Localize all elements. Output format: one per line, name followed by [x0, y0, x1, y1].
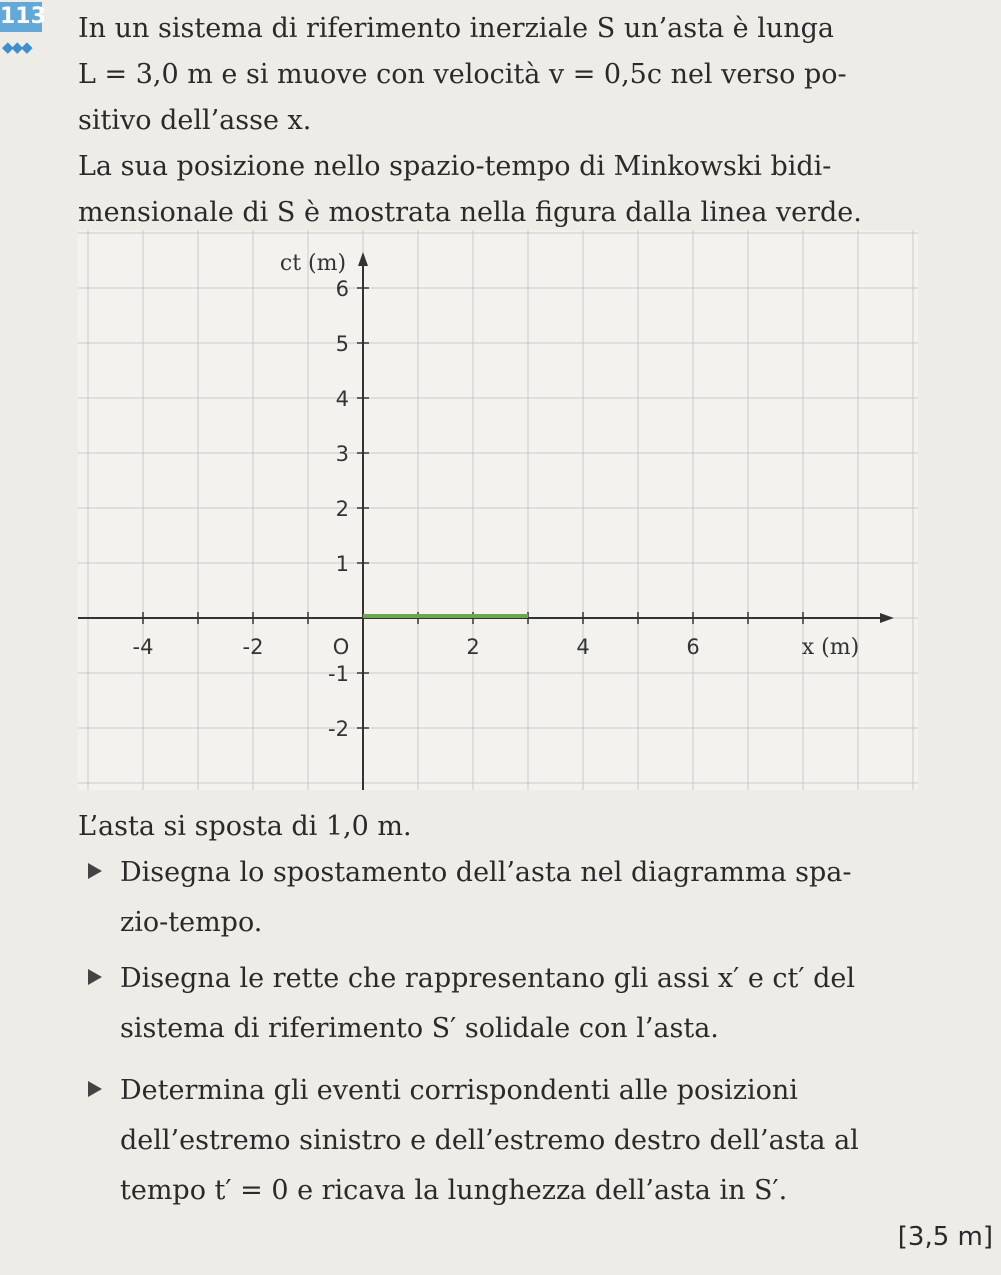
- y-tick-label: 2: [335, 497, 349, 521]
- y-tick-label: -2: [328, 717, 349, 741]
- task-3-line-2: dell’estremo sinistro e dell’estremo destro dell’asta al: [120, 1125, 859, 1156]
- bullet-arrow-icon: [88, 863, 102, 879]
- y-tick-label: 4: [335, 387, 349, 411]
- task-3-line-1: Determina gli eventi corrispondenti alle posizioni: [120, 1075, 798, 1106]
- task-3: [78, 1066, 978, 1216]
- task-2: [78, 954, 978, 1054]
- intro-text: [78, 6, 918, 236]
- task-1-line-1: Disegna lo spostamento dell’asta nel diagramma spa-: [120, 857, 852, 888]
- x-tick-label: 4: [576, 635, 590, 659]
- task-2-line-2: sistema di riferimento S′ solidale con l’asta.: [120, 1013, 719, 1044]
- y-tick-label: 1: [335, 552, 349, 576]
- task-1-line-2: zio-tempo.: [120, 907, 263, 938]
- x-axis-title: x (m): [801, 635, 860, 660]
- origin-label: O: [332, 635, 350, 659]
- intro-line-2: L = 3,0 m e si muove con velocità v = 0,5c nel verso po-: [78, 59, 847, 90]
- exercise-number: 113: [0, 2, 42, 32]
- plot-background: [78, 230, 918, 790]
- task-3-line-3: tempo t′ = 0 e ricava la lunghezza dell’asta in S′.: [120, 1175, 788, 1206]
- y-tick-label: -1: [328, 662, 349, 686]
- x-tick-label: 6: [686, 635, 700, 659]
- difficulty-icon: ◆◆◆: [2, 38, 31, 56]
- bullet-arrow-icon: [88, 969, 102, 985]
- intro-line-5: mensionale di S è mostrata nella figura dalla linea verde.: [78, 197, 862, 228]
- answer-value: [3,5 m]: [897, 1222, 993, 1252]
- y-axis-title: ct (m): [279, 251, 347, 276]
- task-1: [78, 848, 978, 948]
- after-chart-text: L’asta si sposta di 1,0 m.: [78, 811, 412, 842]
- y-tick-label: 5: [335, 332, 349, 356]
- task-2-line-1: Disegna le rette che rappresentano gli assi x′ e ct′ del: [120, 963, 855, 994]
- intro-line-4: La sua posizione nello spazio-tempo di Minkowski bidi-: [78, 151, 832, 182]
- x-tick-label: -4: [132, 635, 154, 659]
- bullet-arrow-icon: [88, 1081, 102, 1097]
- intro-line-1: In un sistema di riferimento inerziale S un’asta è lunga: [78, 13, 835, 44]
- x-tick-label: -2: [242, 635, 264, 659]
- y-tick-label: 6: [335, 277, 349, 301]
- y-tick-label: 3: [335, 442, 349, 466]
- x-tick-label: 2: [466, 635, 480, 659]
- intro-line-3: sitivo dell’asse x.: [78, 105, 312, 136]
- minkowski-diagram: [78, 230, 918, 790]
